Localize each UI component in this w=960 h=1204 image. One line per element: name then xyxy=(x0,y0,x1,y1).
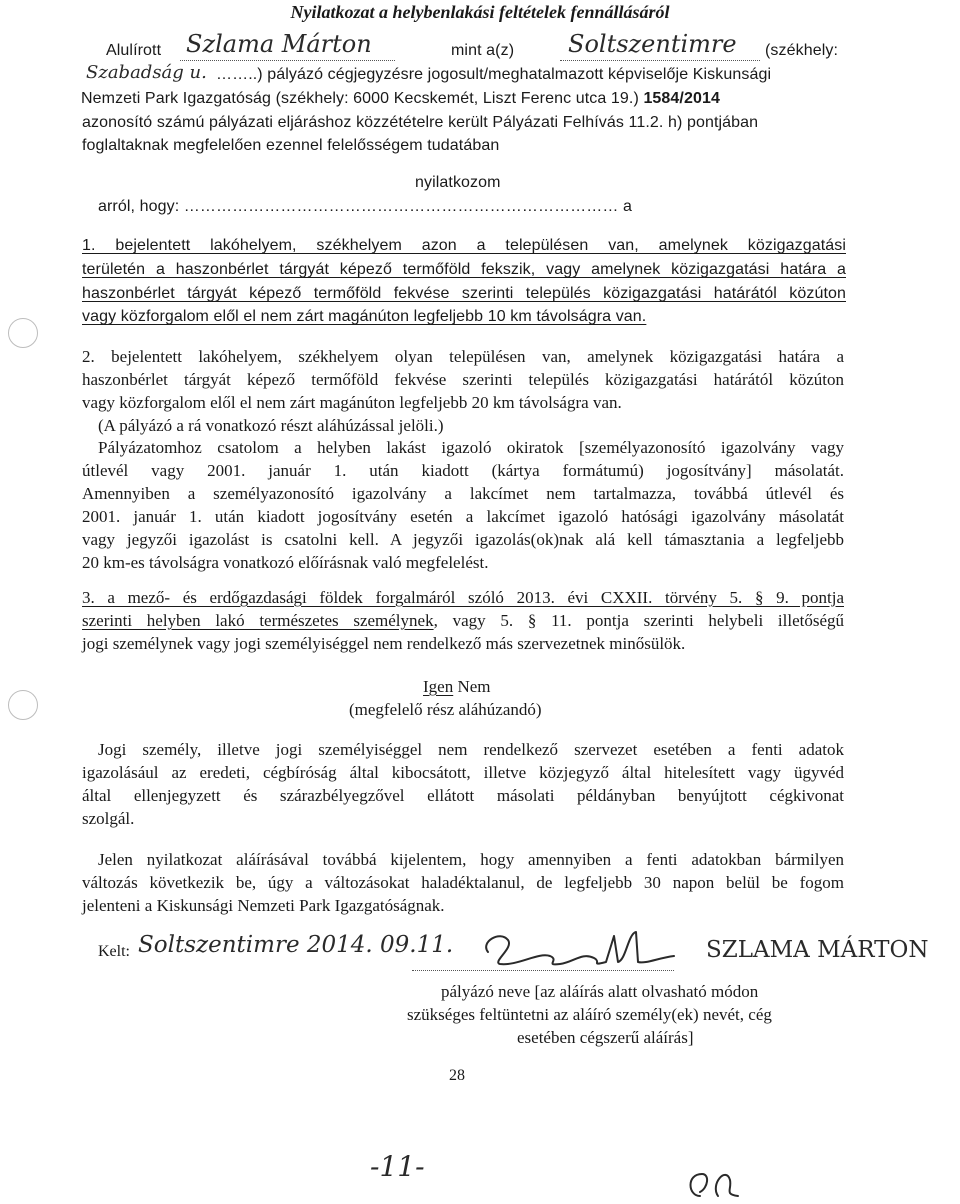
point2-line-1: 2. bejelentett lakóhelyem, székhelyem olyan településen van, amelynek közigazgatási határa a xyxy=(82,347,844,366)
handwritten-signature xyxy=(478,922,678,974)
legal-p2-line-1: Jelen nyilatkozat aláírásával továbbá kijelentem, hogy amennyiben a fenti adatokban bármilyen xyxy=(98,850,844,869)
nyilatkozom-heading: nyilatkozom xyxy=(415,174,501,191)
signer-name-dotted-line xyxy=(180,60,395,61)
point2-line-3: vagy közforgalom elől el nem zárt magánúton legfeljebb 20 km távolságra van. xyxy=(82,393,622,412)
intro-szekhely: (székhely: xyxy=(765,42,839,59)
legal-p1-line-1: Jogi személy, illetve jogi személyiséggel nem rendelkező szervezet esetében a fenti adatok xyxy=(98,740,844,759)
intro-line-3: Nemzeti Park Igazgatóság (székhely: 6000 Kecskemét, Liszt Ferenc utca 19.) 1584/2014 xyxy=(81,90,720,107)
kelt-label: Kelt: xyxy=(98,943,130,960)
signature-caption-line-1: pályázó neve [az aláírás alatt olvasható módon xyxy=(441,982,759,1001)
point3-line-3: jogi személynek vagy jogi személyiséggel nem rendelkező más szervezetnek minősülök. xyxy=(82,634,686,653)
choice-hint: (megfelelő rész aláhúzandó) xyxy=(349,700,542,719)
company-dotted-line xyxy=(560,60,760,61)
intro-line-2: ……..) pályázó cégjegyzésre jogosult/meghatalmazott képviselője Kiskunsági xyxy=(216,66,772,83)
point3-line-1: 3. a mező- és erdőgazdasági földek forgalmáról szóló 2013. évi CXXII. törvény 5. § 9. pontja xyxy=(82,588,844,607)
signature-caption-line-2: szükséges feltüntetni az aláíró személy(ek) nevét, cég xyxy=(407,1005,772,1024)
page-number: 28 xyxy=(449,1067,465,1084)
handwritten-seat: Szabadság u. xyxy=(86,62,207,83)
point1-line-1: 1. bejelentett lakóhelyem, székhelyem azon a településen van, amelynek közigazgatási xyxy=(82,237,846,254)
legal-p1-line-3: által ellenjegyzett és szárazbélyegzővel ellátott másolati példányban benyújtott cégkivonat xyxy=(82,786,844,805)
point3-line-2: szerinti helyben lakó természetes személynek, vagy 5. § 11. pontja szerinti helybeli illetőségű xyxy=(82,611,845,630)
signature-dotted-line xyxy=(412,970,674,971)
legal-p2-line-2: változás következik be, úgy a változásokat haladéktalanul, de legfeljebb 30 napon belül be fogom xyxy=(82,873,844,892)
choice-igen: Igen xyxy=(423,677,454,696)
choice-igen-nem xyxy=(423,677,491,697)
handwritten-signer-name: Szlama Márton xyxy=(186,30,372,58)
point2-line-6: útlevél vagy 2001. január 1. után kiadott (kártya formátumú) jogosítvány] másolatát. xyxy=(82,461,844,480)
legal-p2-line-3: jelenteni a Kiskunsági Nemzeti Park Igazgatóságnak. xyxy=(82,896,445,915)
intro-alulirott: Alulírott xyxy=(106,42,162,59)
point1-line-3: haszonbérlet tárgyát képező termőföld fekvése szerinti település közigazgatási határától közúton xyxy=(82,285,846,302)
choice-nem: Nem xyxy=(457,677,491,696)
handwritten-place-date: Soltszentimre 2014. 09.11. xyxy=(138,932,454,958)
handwritten-initials xyxy=(680,1160,770,1200)
point2-line-9: vagy jegyzői igazolást is csatolni kell. A jegyzői igazolás(ok)nak alá kell támasztania a legfeljebb xyxy=(82,530,844,549)
point2-line-8: 2001. január 1. után kiadott jogosítvány esetén a lakcímet igazoló hatósági igazolvány másolatát xyxy=(82,507,844,526)
point2-line-4: (A pályázó a rá vonatkozó részt aláhúzással jelöli.) xyxy=(98,416,444,435)
handwritten-printed-name: SZLAMA MÁRTON xyxy=(706,937,929,963)
document-title: Nyilatkozat a helybenlakási feltételek fennállásáról xyxy=(290,2,670,22)
arrol-hogy-line: arról, hogy: ……………………………………………………………………… a xyxy=(98,198,633,215)
binder-hole-top xyxy=(8,318,38,348)
point1-line-2: területén a haszonbérlet tárgyát képező termőföld fekszik, vagy amelynek közigazgatási határa a xyxy=(82,261,846,278)
point2-line-5: Pályázatomhoz csatolom a helyben lakást igazoló okiratok [személyazonosító igazolvány vagy xyxy=(98,438,844,457)
point2-line-10: 20 km-es távolságra vonatkozó előírásnak való megfelelést. xyxy=(82,553,489,572)
legal-p1-line-4: szolgál. xyxy=(82,809,135,828)
legal-p1-line-2: igazolásául az eredeti, cégbíróság által kibocsátott, illetve közjegyző által hitelesített vagy ügyvéd xyxy=(82,763,844,782)
point1-line-4: vagy közforgalom elől el nem zárt magánúton legfeljebb 10 km távolságra van. xyxy=(82,308,647,325)
signature-caption-line-3: esetében cégszerű aláírás] xyxy=(517,1028,694,1047)
intro-line-4: azonosító számú pályázati eljáráshoz közzétételre került Pályázati Felhívás 11.2. h) pontjában xyxy=(82,114,759,131)
handwritten-company-name: Soltszentimre xyxy=(568,30,737,58)
handwritten-sheet-number: -11- xyxy=(370,1150,425,1183)
intro-line-5: foglaltaknak megfelelően ezennel felelősségem tudatában xyxy=(82,137,500,154)
point2-line-2: haszonbérlet tárgyát képező termőföld fekvése szerinti település közigazgatási határától közúton xyxy=(82,370,844,389)
binder-hole-bottom xyxy=(8,690,38,720)
intro-mint-az: mint a(z) xyxy=(451,42,515,59)
point2-line-7: Amennyiben a személyazonosító igazolvány a lakcímet nem tartalmazza, továbbá útlevél és xyxy=(82,484,844,503)
